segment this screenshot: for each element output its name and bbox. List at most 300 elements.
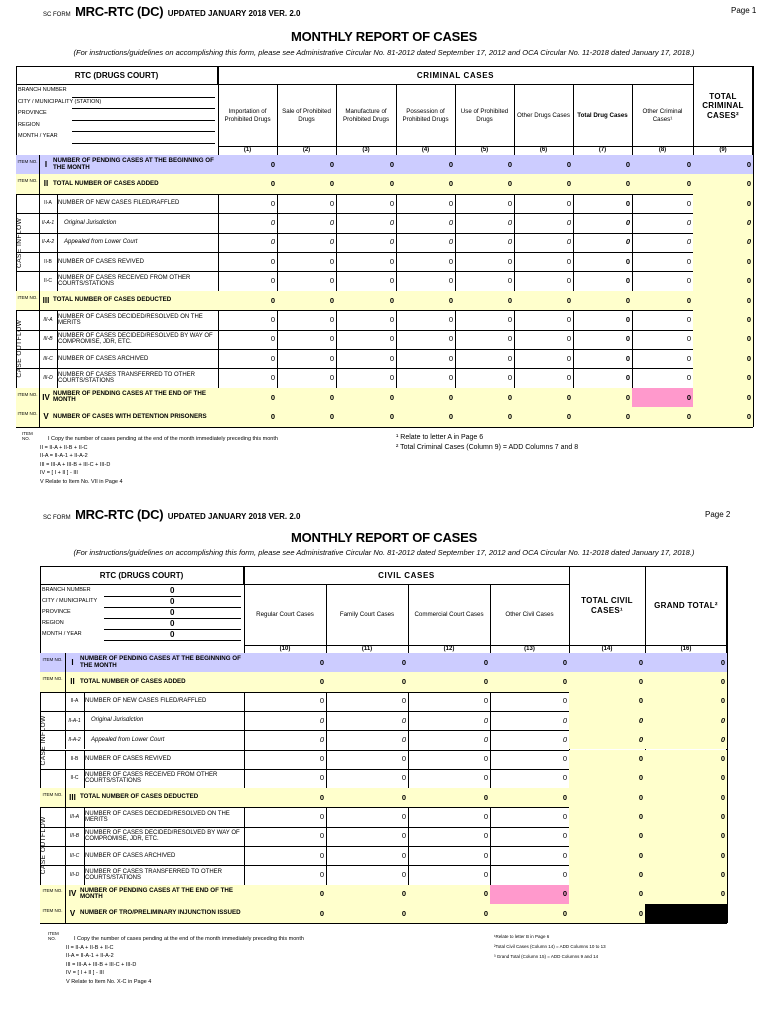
cell-value: 0 (562, 908, 567, 918)
cell-value: 0 (686, 314, 691, 324)
code-divider (57, 252, 58, 271)
cell-value: 0 (448, 295, 453, 305)
row-divider (16, 427, 753, 428)
code-divider (57, 194, 58, 213)
cell-value: 0 (483, 715, 488, 725)
cell-value: 0 (507, 256, 512, 266)
cell-value: 0 (319, 754, 324, 764)
cell-value: 0 (507, 373, 512, 383)
sub-item-code: III-A (43, 316, 53, 323)
cell-value: 0 (329, 276, 334, 286)
cell-value: 0 (448, 198, 453, 208)
column-number: (11) (361, 646, 373, 652)
cell-value: 0 (389, 392, 394, 402)
cell-value: 0 (448, 256, 453, 266)
cell-value: 0 (448, 411, 453, 421)
item-divider (65, 788, 66, 807)
item-divider (65, 653, 66, 672)
cell-value: 0 (562, 792, 567, 802)
note-line: V Relate to Item No. VII in Page 4 (40, 478, 123, 485)
cell-value: 0 (483, 754, 488, 764)
item-divider (39, 388, 40, 407)
cell-value: 0 (329, 353, 334, 363)
cell-value: 0 (401, 831, 406, 841)
header-divider (218, 146, 753, 147)
cell-value: 0 (562, 773, 567, 783)
cell-value: 0 (329, 256, 334, 266)
cell-value: 0 (319, 869, 324, 879)
cell-value: 0 (389, 334, 394, 344)
sub-divider (65, 846, 66, 865)
column-number: (13) (524, 646, 535, 652)
cell-value: 0 (389, 256, 394, 266)
form-header-2: SC FORM MRC-RTC (DC) UPDATED JANUARY 2018 VER. 2.0 (43, 507, 301, 522)
item-code: IV (42, 392, 50, 402)
note-line: II-A = II-A-1 + II-A-2 (66, 953, 114, 959)
cell-value: 0 (686, 334, 691, 344)
info-value: 0 (170, 586, 175, 595)
row-label: Appealed from Lower Court (64, 239, 138, 246)
cell-value: 0 (401, 715, 406, 725)
row-label: Appealed from Lower Court (91, 736, 165, 743)
cell-value: 0 (625, 276, 630, 286)
cell-value: 0 (625, 392, 630, 402)
sub-divider (65, 692, 66, 711)
item-code: I (71, 657, 74, 667)
cell-value: 0 (448, 392, 453, 402)
cell-value: 0 (270, 179, 275, 189)
footnote: ¹Relate to letter B in Page 6 (494, 934, 550, 939)
row-label: NUMBER OF CASES RECEIVED FROM OTHER COURTS/STATIONS (58, 274, 191, 288)
header-divider (244, 645, 727, 646)
cell-value: 0 (562, 889, 567, 899)
cell-value: 0 (329, 392, 334, 402)
sub-item-code: III-C (43, 355, 53, 362)
code-divider (84, 846, 85, 865)
cell-value: 0 (746, 411, 751, 421)
cell-value: 0 (483, 908, 488, 918)
info-label: CITY / MUNICIPALITY (STATION) (18, 98, 102, 105)
column-number: (7) (598, 147, 607, 153)
row-label: Original Jurisdiction (64, 219, 117, 226)
cell-value: 0 (319, 657, 324, 667)
cell-value: 0 (566, 179, 571, 189)
cell-value: 0 (638, 715, 643, 725)
cell-value: 0 (270, 276, 275, 286)
sub-item-code: II-A (70, 698, 79, 705)
item-code: IV (68, 889, 77, 899)
cell-value: 0 (720, 812, 725, 822)
cell-value: 0 (746, 256, 751, 266)
column-header: Sale of Prohibited Drugs (282, 108, 331, 123)
item-no-label: ITEM NO. (17, 410, 38, 416)
row-label: NUMBER OF CASES DECIDED/RESOLVED BY WAY OF COMPROMISE, JDR, ETC. (85, 830, 240, 843)
sub-item-code: II-A-1 (41, 219, 55, 226)
report-title-1: MONTHLY REPORT OF CASES (290, 29, 478, 44)
info-underline (72, 120, 215, 121)
sub-divider (39, 271, 40, 290)
item-no-label: ITEM NO. (17, 294, 38, 300)
sub-item-code: II-A-1 (68, 717, 81, 724)
cell-value: 0 (483, 657, 488, 667)
code-divider (57, 271, 58, 290)
cell-value: 0 (562, 676, 567, 686)
cell-value: 0 (625, 411, 630, 421)
cell-value: 0 (448, 159, 453, 169)
cell-value: 0 (319, 696, 324, 706)
cell-value: 0 (329, 159, 334, 169)
cell-value: 0 (625, 179, 630, 189)
item-code: I (44, 159, 48, 169)
info-value: 0 (170, 619, 175, 628)
sub-divider (39, 194, 40, 213)
info-label: CITY / MUNICIPALITY (42, 598, 98, 604)
cell-value: 0 (448, 353, 453, 363)
row-divider (40, 923, 727, 924)
item-no-label: ITEM NO. (42, 907, 63, 913)
cell-value: 0 (746, 159, 751, 169)
cell-value: 0 (507, 276, 512, 286)
item-divider (39, 291, 40, 310)
cell-value: 0 (720, 715, 725, 725)
info-label: PROVINCE (42, 609, 71, 615)
instructions-1: (For instructions/guidelines on accomplishing this form, please see Administrative Circular No. 81-2012 dated September 17, 2012 and OCA Circular No. 11-2018 dated January 17, 2018.) (73, 48, 695, 57)
info-label: REGION (42, 620, 64, 626)
column-header: Family Court Cases (339, 611, 395, 619)
cell-value: 0 (566, 256, 571, 266)
cell-value: 0 (746, 217, 751, 227)
cell-value: 0 (625, 159, 630, 169)
row-label: TOTAL NUMBER OF CASES DEDUCTED (53, 296, 172, 304)
cell-value: 0 (566, 353, 571, 363)
cell-value: 0 (319, 812, 324, 822)
report-title-2: MONTHLY REPORT OF CASES (290, 530, 478, 545)
info-underline (72, 97, 215, 98)
cell-value: 0 (686, 159, 691, 169)
cell-value: 0 (507, 411, 512, 421)
cell-value: 0 (686, 353, 691, 363)
sub-item-code: III-A (69, 814, 80, 821)
column-header: TOTAL CRIMINAL CASES² (702, 92, 744, 120)
info-label: REGION (18, 121, 40, 128)
cell-value: 0 (319, 889, 324, 899)
cell-value: 0 (562, 696, 567, 706)
cell-value: 0 (270, 217, 275, 227)
cell-value: 0 (270, 295, 275, 305)
cell-value: 0 (746, 314, 751, 324)
column-number: (8) (658, 147, 667, 153)
item-code: V (69, 908, 76, 918)
cell-value: 0 (566, 276, 571, 286)
sub-divider (65, 807, 66, 826)
cell-value: 0 (720, 889, 725, 899)
sub-item-code: II-B (44, 258, 52, 265)
cell-value: 0 (401, 812, 406, 822)
note-line: V Relate to Item No. X-C in Page 4 (66, 978, 152, 985)
sub-item-code: III-B (43, 336, 53, 343)
cell-value: 0 (686, 198, 691, 208)
sub-divider (39, 252, 40, 271)
cell-value: 0 (720, 657, 725, 667)
cell-value: 0 (638, 696, 643, 706)
column-number: (12) (443, 646, 455, 652)
cell-value: 0 (389, 217, 394, 227)
cell-value: 0 (686, 237, 691, 247)
item-no-label: ITEM NO. (42, 791, 63, 797)
cell-value: 0 (566, 392, 571, 402)
row-label: NUMBER OF CASES DECIDED/RESOLVED ON THE MERITS (58, 313, 203, 326)
cell-value: 0 (720, 869, 725, 879)
info-underline (72, 108, 215, 109)
code-divider (84, 692, 85, 711)
cell-value: 0 (401, 908, 406, 918)
cell-value: 0 (507, 198, 512, 208)
note-line: II-A = II-A-1 + II-A-2 (40, 453, 88, 459)
cell-value: 0 (638, 831, 643, 841)
code-divider (84, 730, 85, 749)
column-number: (10) (279, 646, 291, 652)
cell-value: 0 (507, 179, 512, 189)
cell-value: 0 (566, 373, 571, 383)
cell-value: 0 (401, 850, 406, 860)
cell-value: 0 (270, 256, 275, 266)
cell-value: 0 (319, 792, 324, 802)
cell-value: 0 (507, 392, 512, 402)
code-divider (57, 213, 58, 232)
cell-value: 0 (625, 314, 630, 324)
column-header: Total Drug Cases (577, 111, 628, 119)
column-number: (16) (680, 646, 692, 652)
cell-value: 0 (389, 159, 394, 169)
cell-value: 0 (270, 314, 275, 324)
cell-value: 0 (401, 773, 406, 783)
item-divider (39, 407, 40, 426)
cell-value: 0 (507, 217, 512, 227)
footnote: ³ Grand Total (Column 15) = ADD Columns 9 and 14 (494, 954, 599, 959)
note-line: III = III-A + III-B + III-C + III-D (40, 461, 111, 468)
cell-value: 0 (483, 850, 488, 860)
sub-divider (65, 769, 66, 788)
sub-divider (65, 730, 66, 749)
info-value: 0 (170, 630, 175, 639)
footnote: ² Total Criminal Cases (Column 9) = ADD Columns 7 and 8 (396, 444, 579, 451)
section-title: CRIMINAL CASES (218, 66, 693, 85)
item-no-label: ITEM NO. (42, 675, 63, 681)
cell-value: 0 (448, 217, 453, 227)
row-label: NUMBER OF TRO/PRELIMINARY INJUNCTION ISSUED (80, 909, 241, 917)
cell-value: 0 (319, 773, 324, 783)
cell-value: 0 (686, 295, 691, 305)
case-outflow-label: CASE OUTFLOW (40, 816, 47, 875)
cell-value: 0 (270, 334, 275, 344)
cell-value: 0 (483, 696, 488, 706)
sub-item-code: III-D (43, 375, 53, 382)
info-underline (104, 640, 241, 641)
row-label: NUMBER OF NEW CASES FILED/RAFFLED (58, 200, 180, 207)
sub-item-code: III-B (69, 833, 80, 840)
instructions-2: (For instructions/guidelines on accomplishing this form, please see Administrative Circular No. 81-2012 dated September 17, 2012 and OCA Circular No. 11-2018 dated January 17, 2018.) (73, 548, 695, 557)
row-label: NUMBER OF NEW CASES FILED/RAFFLED (85, 698, 207, 705)
cell-value: 0 (319, 850, 324, 860)
cell-value: 0 (625, 373, 630, 383)
row-label: TOTAL NUMBER OF CASES DEDUCTED (80, 793, 199, 801)
cell-value: 0 (566, 314, 571, 324)
sub-item-code: III-D (69, 871, 80, 878)
row-label: NUMBER OF CASES WITH DETENTION PRISONERS (53, 412, 207, 420)
cell-value: 0 (746, 198, 751, 208)
code-divider (84, 865, 85, 884)
sub-item-code: II-A-2 (68, 736, 81, 743)
note-line: II = II-A + II-B + II-C (66, 944, 114, 951)
row-label: NUMBER OF CASES ARCHIVED (85, 852, 176, 859)
row-label: NUMBER OF CASES ARCHIVED (58, 355, 149, 362)
cell-value: 0 (686, 411, 691, 421)
sub-item-code: II-B (70, 756, 79, 763)
footnote: ¹ Relate to letter A in Page 6 (396, 434, 484, 441)
sub-item-code: II-C (43, 278, 53, 285)
cell-value: 0 (329, 295, 334, 305)
cell-value: 0 (270, 159, 275, 169)
court-name: RTC (DRUGS COURT) (40, 566, 244, 585)
cell-value: 0 (483, 812, 488, 822)
cell-value: 0 (566, 217, 571, 227)
cell-value: 0 (720, 831, 725, 841)
cell-value: 0 (483, 734, 488, 744)
sub-divider (39, 349, 40, 368)
code-divider (57, 349, 58, 368)
cell-value: 0 (319, 734, 324, 744)
row-label: NUMBER OF CASES TRANSFERRED TO OTHER COURTS/STATIONS (58, 371, 196, 385)
info-underline (72, 131, 215, 132)
info-label: BRANCH NUMBER (18, 87, 67, 93)
cell-value: 0 (389, 314, 394, 324)
row-label: Original Jurisdiction (91, 717, 144, 724)
row-label: NUMBER OF PENDING CASES AT THE END OF THE MONTH (80, 886, 233, 901)
cell-value: 0 (638, 792, 643, 802)
cell-value: 0 (389, 179, 394, 189)
cell-value: 0 (625, 334, 630, 344)
cell-value: 0 (720, 850, 725, 860)
note-line: IV = [ I + II ] - III (40, 470, 78, 476)
cell-value: 0 (562, 754, 567, 764)
cell-value: 0 (625, 256, 630, 266)
cell-value: 0 (401, 754, 406, 764)
case-inflow-label: CASE INFLOW (40, 714, 47, 765)
column-header: GRAND TOTAL² (654, 600, 718, 610)
info-value: 0 (170, 608, 175, 617)
cell-value: 0 (270, 237, 275, 247)
cell-value: 0 (746, 334, 751, 344)
cell-value: 0 (389, 276, 394, 286)
cell-value: 0 (638, 869, 643, 879)
notes-item-header: ITEM NO. (22, 431, 33, 441)
cell-value: 0 (329, 373, 334, 383)
cell-value: 0 (746, 353, 751, 363)
row-label: NUMBER OF CASES DECIDED/RESOLVED ON THE MERITS (85, 810, 230, 824)
cell-value: 0 (448, 237, 453, 247)
sub-divider (39, 213, 40, 232)
row-label: NUMBER OF PENDING CASES AT THE END OF THE MONTH (53, 389, 206, 404)
cell-value: 0 (746, 276, 751, 286)
item-divider (65, 904, 66, 923)
cell-value: 0 (625, 237, 630, 247)
cell-value: 0 (566, 198, 571, 208)
column-header: TOTAL CIVIL CASES¹ (581, 596, 633, 615)
cell-value: 0 (746, 392, 751, 402)
column-number: (9) (719, 147, 727, 153)
cell-value: 0 (448, 373, 453, 383)
cell-value: 0 (401, 696, 406, 706)
column-header: Possession of Prohibited Drugs (402, 108, 449, 123)
item-code: III (69, 792, 76, 802)
cell-value: 0 (401, 889, 406, 899)
cell-value: 0 (638, 754, 643, 764)
cell-value: 0 (562, 812, 567, 822)
cell-value: 0 (483, 792, 488, 802)
cell-value: 0 (720, 696, 725, 706)
notes-item-header: ITEM NO. (48, 931, 59, 941)
cell-value: 0 (401, 734, 406, 744)
sub-divider (39, 330, 40, 349)
cell-value: 0 (746, 295, 751, 305)
item-code: V (43, 411, 49, 421)
cell-value: 0 (686, 256, 691, 266)
column-number: (14) (601, 646, 613, 652)
row-label: NUMBER OF CASES RECEIVED FROM OTHER COURTS/STATIONS (85, 772, 218, 785)
sub-item-code: III-C (69, 852, 80, 859)
cell-value: 0 (566, 411, 571, 421)
note-line: I Copy the number of cases pending at the end of the month immediately preceding this month (74, 936, 304, 942)
cell-value: 0 (720, 773, 725, 783)
sub-divider (65, 865, 66, 884)
cell-value: 0 (389, 411, 394, 421)
cell-value: 0 (329, 314, 334, 324)
cell-value: 0 (507, 353, 512, 363)
cell-value: 0 (389, 198, 394, 208)
sub-item-code: II-A-2 (41, 239, 55, 246)
cell-value: 0 (389, 373, 394, 383)
info-label: MONTH / YEAR (18, 133, 58, 139)
row-label: NUMBER OF CASES REVIVED (58, 258, 145, 265)
item-code: II (70, 676, 75, 686)
cell-value: 0 (746, 179, 751, 189)
row-label: NUMBER OF CASES TRANSFERRED TO OTHER COURTS/STATIONS (85, 868, 223, 881)
column-number: (2) (302, 147, 311, 153)
info-value: 0 (170, 597, 175, 606)
cell-value: 0 (507, 314, 512, 324)
cell-value: 0 (319, 908, 324, 918)
info-underline (72, 143, 215, 144)
cell-value: 0 (686, 179, 691, 189)
code-divider (84, 807, 85, 826)
column-header: Other Criminal Cases¹ (642, 108, 683, 123)
cell-value: 0 (329, 179, 334, 189)
code-divider (84, 827, 85, 846)
cell-value: 0 (562, 850, 567, 860)
cell-value: 0 (329, 334, 334, 344)
cell-value: 0 (448, 314, 453, 324)
row-label: TOTAL NUMBER OF CASES ADDED (80, 677, 186, 685)
cell-value: 0 (448, 276, 453, 286)
cell-value: 0 (746, 373, 751, 383)
case-outflow-label: CASE OUTFLOW (16, 319, 23, 378)
cell-value: 0 (389, 353, 394, 363)
cell-value: 0 (686, 392, 691, 402)
item-divider (39, 155, 40, 174)
cell-value: 0 (329, 198, 334, 208)
cell-value: 0 (638, 773, 643, 783)
cell-value: 0 (638, 657, 643, 667)
